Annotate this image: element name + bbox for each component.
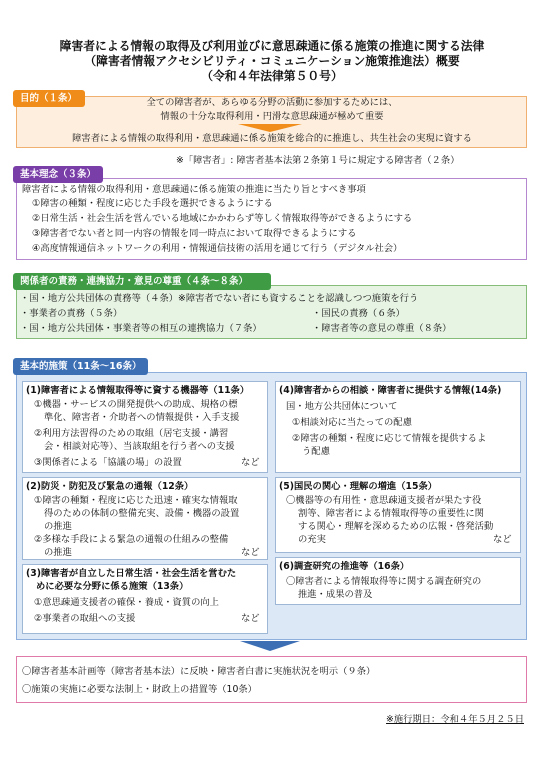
basic-4-line-1: ①相談対応に当たっての配慮 — [292, 417, 412, 428]
basic-1-line-1: ①機器・サービスの開発提供への助成、規格の標 — [34, 399, 238, 410]
basic-2-line-3: の推進 — [44, 521, 72, 532]
basic-3-heading-2: めに必要な分野に係る施策（13条） — [36, 581, 189, 592]
basic-5-line-1: 〇機器等の有用性・意思疎通支援者が果たす役 — [286, 495, 482, 506]
bottom-line-1: 〇障害者基本計画等（障害者基本法）に反映・障害者白書に実施状況を明示（９条） — [22, 666, 376, 677]
basic-1-line-5-suffix: など — [241, 457, 260, 468]
principles-item-4: ④高度情報通信ネットワークの利用・情報通信技術の活用を通じて行う（デジタル社会） — [32, 243, 403, 254]
basic-5-line-4-suffix: など — [493, 534, 512, 545]
title-line-1: 障害者による情報の取得及び利用並びに意思疎通に係る施策の推進に関する法律 — [59, 39, 485, 53]
basic-6-line-2: 推進・成果の普及 — [298, 589, 373, 600]
basic-4-line-3: う配慮 — [302, 446, 330, 457]
basic-6-heading: (6)調査研究の推進等（16条） — [279, 561, 410, 572]
bottom-line-2: 〇施策の実施に必要な法制上・財政上の措置等（10条） — [22, 684, 257, 695]
basic-down-arrow — [240, 641, 300, 651]
basic-4-line-2: ②障害の種類・程度に応じて情報を提供するよ — [292, 433, 487, 444]
purpose-line-2: 情報の十分な取得利用・円滑な意思疎通が極めて重要 — [160, 111, 384, 122]
duties-tab: 関係者の責務・連携協力・意見の尊重（４条～８条） — [13, 273, 271, 290]
principles-tab: 基本理念（３条） — [13, 166, 103, 183]
principles-item-1: ①障害の種類・程度に応じた手段を選択できるようにする — [32, 198, 273, 209]
title-line-3: （令和４年法律第５０号） — [201, 69, 343, 83]
principles-lead: 障害者による情報の取得利用・意思疎通に係る施策の推進に当たり旨とすべき事項 — [22, 184, 366, 195]
basic-2-heading: (2)防災・防犯及び緊急の通報（12条） — [26, 481, 194, 492]
basic-1-heading: (1)障害者による情報取得等に資する機器等（11条） — [26, 385, 250, 396]
basic-5-heading: (5)国民の関心・理解の増進（15条） — [279, 481, 438, 492]
basic-1-line-3: ②利用方法習得のための取組（居宅支援・講習 — [34, 428, 229, 439]
basic-5-line-3: する関心・理解を深めるための広報・啓発活動 — [298, 521, 494, 532]
basic-3-line-1: ①意思疎通支援者の確保・養成・資質の向上 — [34, 597, 219, 608]
basic-6-line-1: 〇障害者による情報取得等に関する調査研究の — [286, 576, 482, 587]
basic-2-line-1: ①障害の種類・程度に応じた迅速・確実な情報取 — [34, 495, 238, 506]
principles-item-2: ②日常生活・社会生活を営んでいる地域にかかわらず等しく情報取得等ができるようにする — [32, 213, 413, 224]
basic-3-heading-1: (3)障害者が自立した日常生活・社会生活を営むた — [26, 568, 237, 579]
basic-2-line-5-suffix: など — [241, 547, 260, 558]
duties-row-3a: ・国・地方公共団体・事業者等の相互の連携協力（７条） — [20, 323, 262, 334]
basic-2-line-2: 得のための体制の整備充実、設備・機器の設置 — [44, 508, 240, 519]
basic-4-line-0: 国・地方公共団体について — [286, 401, 398, 412]
purpose-note: ※「障害者」: 障害者基本法第２条第１号に規定する障害者（２条） — [176, 155, 460, 166]
duties-row-2b: ・国民の責務（６条） — [312, 308, 405, 319]
basic-1-line-2: 準化、障害者・介助者への情報提供・入手支援 — [44, 412, 240, 423]
purpose-line-3: 障害者による情報の取得利用・意思疎通に係る施策を総合的に推進し、共生社会の実現に資する — [72, 133, 472, 144]
basic-1-line-5: ③関係者による「協議の場」の設置 — [34, 457, 182, 468]
basic-1-line-4: 会・相談対応等）、当該取組を行う者への支援 — [44, 441, 235, 452]
purpose-line-1: 全ての障害者が、あらゆる分野の活動に参加するためには、 — [146, 97, 398, 108]
basic-3-line-2-suffix: など — [241, 613, 260, 624]
basic-4-heading: (4)障害者からの相談・障害者に提供する情報(14条) — [279, 385, 502, 396]
basic-tab: 基本的施策（11条～16条） — [13, 358, 148, 375]
duties-row-3b: ・障害者等の意見の尊重（８条） — [312, 323, 452, 334]
basic-2-line-5: の推進 — [44, 547, 72, 558]
basic-5-line-4: の充実 — [298, 534, 326, 545]
effective-date-note: ※施行期日：令和４年５月２５日 — [386, 714, 524, 725]
basic-3-line-2: ②事業者の取組への支援 — [34, 613, 136, 624]
principles-item-3: ③障害者でない者と同一内容の情報を同一時点において取得できるようにする — [32, 228, 357, 239]
title-line-2: （障害者情報アクセシビリティ・コミュニケーション施策推進法）概要 — [84, 54, 460, 68]
basic-2-line-4: ②多様な手段による緊急の通報の仕組みの整備 — [34, 534, 229, 545]
duties-row-1: ・国・地方公共団体の責務等（４条）※障害者でない者にも資することを認識しつつ施策を行う — [20, 293, 419, 304]
purpose-down-arrow — [238, 124, 302, 132]
purpose-tab: 目的（１条） — [13, 90, 85, 107]
basic-5-line-2: 割等、障害者による情報取得等の重要性に関 — [298, 508, 484, 519]
duties-row-2a: ・事業者の責務（５条） — [20, 308, 123, 319]
